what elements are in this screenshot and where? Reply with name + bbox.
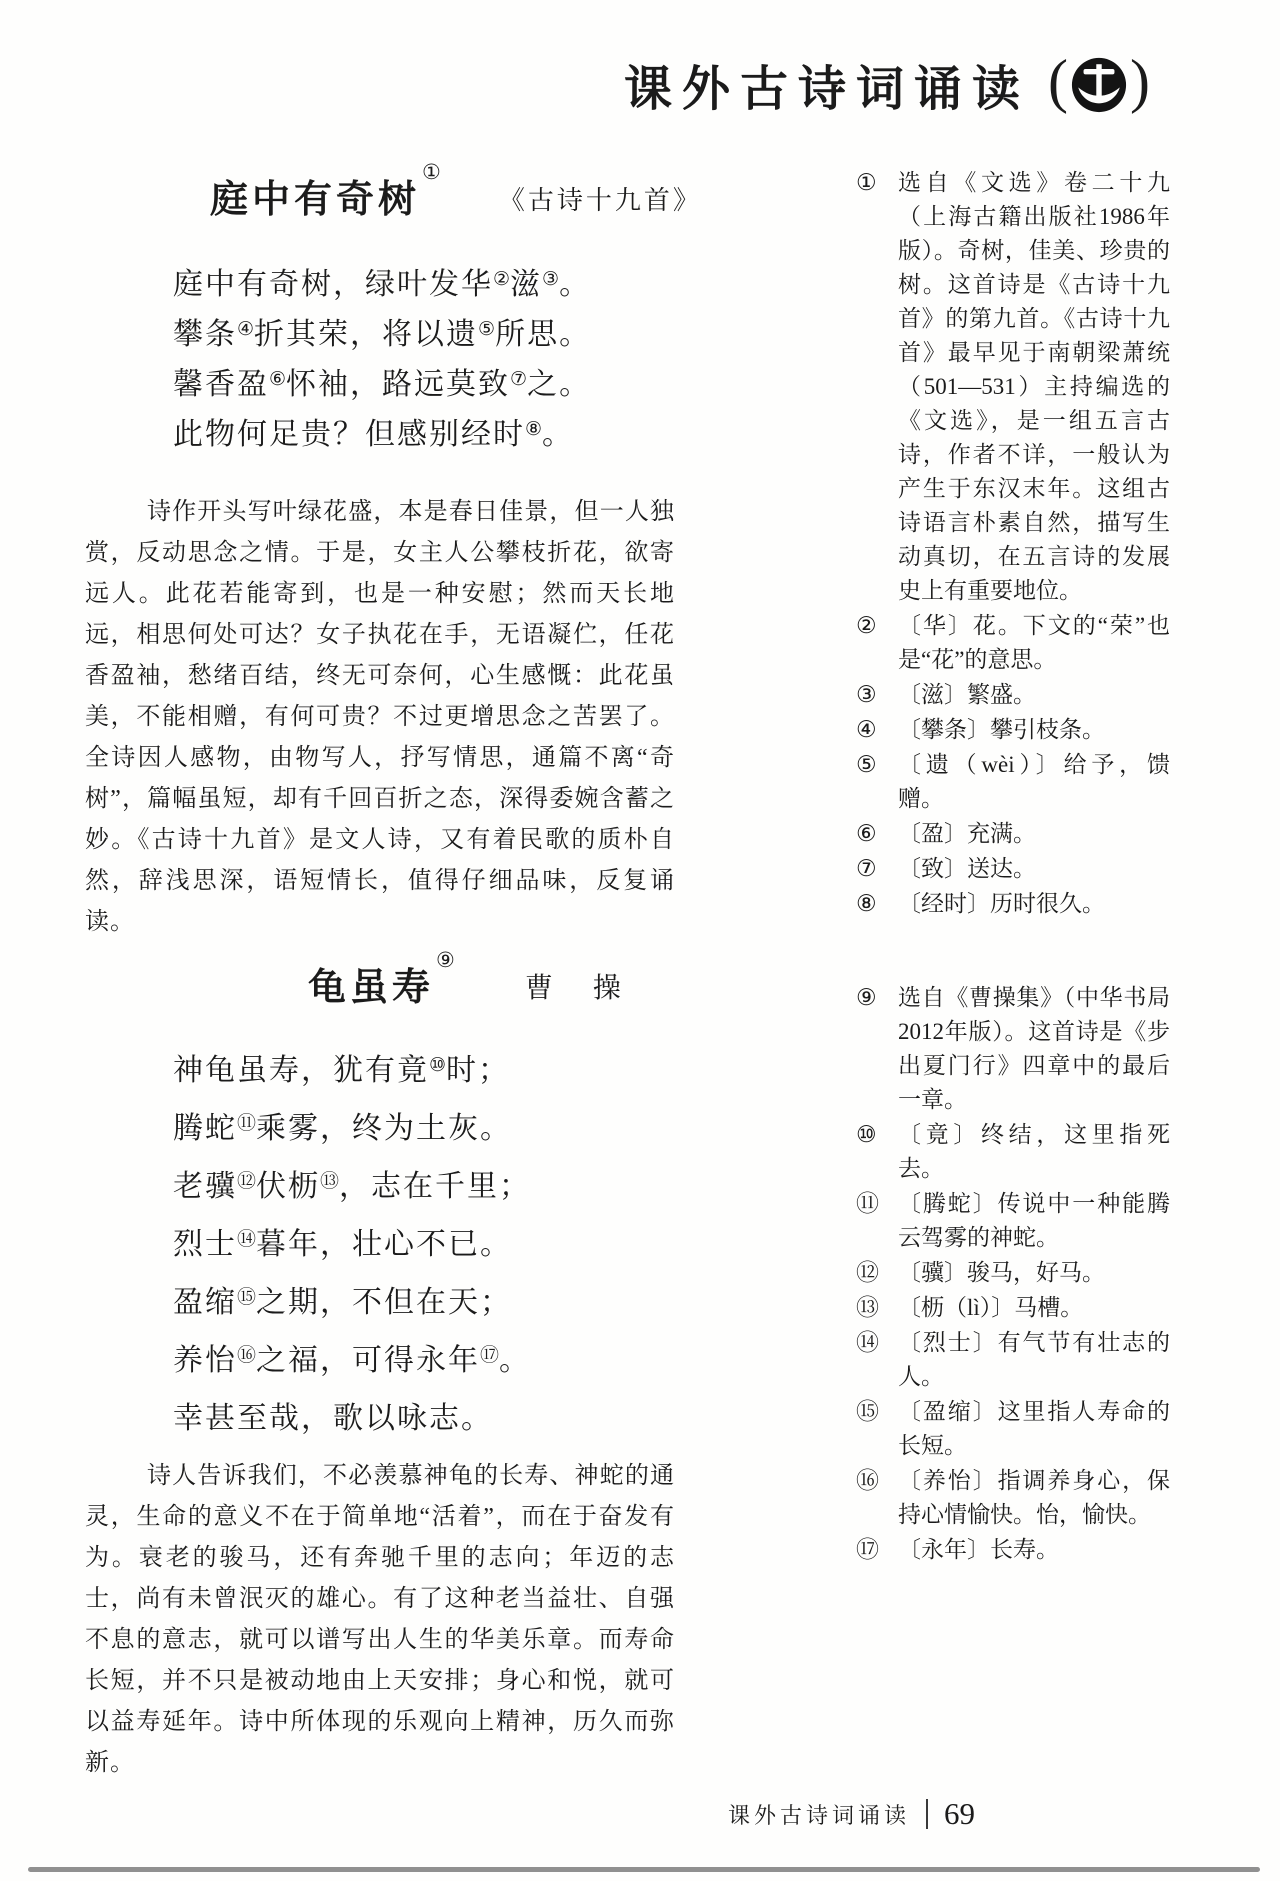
annotation-number: ⑥: [856, 821, 877, 846]
poem-line: 神龟虽寿，犹有竟⑩时；: [173, 1054, 511, 1087]
annotation-number: ⑪: [856, 1191, 879, 1216]
annotation-text: 选自《文选》卷二十九（上海古籍出版社1986年版）。奇树，佳美、珍贵的树。这首诗是《古诗十九首》的第九首。《古诗十九首》最早见于南朝梁萧统（501—531）主持编选的《文选》，是一组五言古诗，作者不详，一般认为产生于东汉末年。这组古诗语言朴素自然，描写生动真切，在五言诗的发展史上有重要地位。: [898, 170, 1170, 603]
annotation-item: [856, 1291, 1170, 1325]
annotation-text: 选自《曹操集》（中华书局2012年版）。这首诗是《步出夏门行》四章中的最后一章。: [898, 985, 1170, 1112]
annotation-text: 〔攀条〕攀引枝条。: [898, 717, 1105, 742]
annotation-number: ⑮: [856, 1399, 879, 1424]
poem-line: 攀条④折其荣，将以遗⑤所思。: [173, 318, 592, 351]
annotation-text: 〔滋〕繁盛。: [898, 682, 1036, 707]
annotation-text: 〔骥〕骏马，好马。: [898, 1260, 1105, 1285]
poem1-source: 《古诗十九首》: [498, 186, 702, 215]
annotation-text: 〔盈缩〕这里指人寿命的长短。: [898, 1399, 1170, 1458]
page-number: 69: [944, 1796, 975, 1831]
annotation-item: [856, 981, 1170, 1117]
poem-line: 庭中有奇树，绿叶发华②滋③。: [173, 268, 592, 301]
annotation-text: 〔永年〕长寿。: [898, 1537, 1059, 1562]
annotation-text: 〔致〕送达。: [898, 856, 1036, 881]
annotation-text: 〔烈士〕有气节有壮志的人。: [898, 1330, 1170, 1389]
poem-line: 馨香盈⑥怀袖，路远莫致⑦之。: [173, 368, 592, 401]
poem-line: 养怡⑯之福，可得永年⑰。: [173, 1344, 532, 1377]
annotation-number: ④: [856, 717, 877, 742]
page-header: [624, 47, 1150, 119]
poem1-commentary: 诗作开头写叶绿花盛，本是春日佳景，但一人独赏，反动思念之情。于是，女主人公攀枝折花，欲寄远人。此花若能寄到，也是一种安慰；然而天长地远，相思何处可达？女子执花在手，无语凝伫，任花香盈袖，愁绪百结，终无可奈何，心生感慨：此花虽美，不能相赠，有何可贵？不过更增思念之苦罢了。全诗因人感物，由物写人，抒写情思，通篇不离“奇树”，篇幅虽短，却有千回百折之态，深得委婉含蓄之妙。《古诗十九首》是文人诗，又有着民歌的质朴自然，辞浅思深，语短情长，值得仔细品味，反复诵读。: [85, 499, 675, 935]
annotation-item: [856, 1464, 1170, 1532]
annotation-item: [856, 1256, 1170, 1290]
poem1-lines: [173, 260, 591, 460]
poem2-lines: [173, 1042, 531, 1448]
annotation-item: [856, 713, 1170, 747]
paren-right: ): [1130, 47, 1150, 114]
poem1-title: 庭中有奇树: [210, 179, 421, 221]
poem2-commentary: 诗人告诉我们，不必羡慕神龟的长寿、神蛇的通灵，生命的意义不在于简单地“活着”，而在于奋发有为。衰老的骏马，还有奔驰千里的志向；年迈的志士，尚有未曾泯灭的雄心。有了这种老当益壮、自强不息的意志，就可以谱写出人生的华美乐章。而寿命长短，并不只是被动地由上天安排；身心和悦，就可以益寿延年。诗中所体现的乐观向上精神，历久而弥新。: [85, 1463, 675, 1776]
annotation-item: [856, 852, 1170, 886]
annotation-text: 〔腾蛇〕传说中一种能腾云驾雾的神蛇。: [898, 1191, 1170, 1250]
annotation-item: [856, 609, 1170, 677]
poem1-heading: [210, 160, 702, 223]
annotation-text: 〔遗（wèi）〕给予，馈赠。: [898, 752, 1170, 811]
poem-line: 此物何足贵？但感别经时⑧。: [173, 418, 575, 451]
anchor-icon: [1070, 56, 1128, 114]
footer-divider: [926, 1799, 928, 1829]
poem-line: 腾蛇⑪乘雾，终为土灰。: [173, 1112, 513, 1145]
annotation-number: ⑫: [856, 1260, 879, 1285]
annotation-number: ③: [856, 682, 877, 707]
scan-bottom-edge: [28, 1867, 1260, 1872]
poem-line: 幸甚至哉，歌以咏志。: [173, 1402, 493, 1435]
annotation-text: 〔竟〕终结，这里指死去。: [898, 1122, 1170, 1181]
annotation-item: [856, 887, 1170, 921]
annotation-number: ⑨: [856, 985, 877, 1010]
annotation-item: [856, 1187, 1170, 1255]
annotation-number: ⑩: [856, 1122, 877, 1147]
annotation-item: [856, 678, 1170, 712]
annotation-number: ⑦: [856, 856, 877, 881]
poem-line: 烈士⑭暮年，壮心不已。: [173, 1228, 513, 1261]
annotation-text: 〔养怡〕指调养身心，保持心情愉快。怡，愉快。: [898, 1468, 1170, 1527]
annotations-column: [856, 166, 1170, 1568]
poem2-title-note: ⑨: [436, 948, 455, 972]
poem2-title: 龟虽寿: [308, 967, 435, 1009]
annotation-item: [856, 1395, 1170, 1463]
annotation-number: ⑯: [856, 1468, 879, 1493]
annotation-number: ②: [856, 613, 877, 638]
poem-line: 盈缩⑮之期，不但在天；: [173, 1286, 513, 1319]
annotation-number: ①: [856, 170, 877, 195]
annotation-item: [856, 1326, 1170, 1394]
annotation-text: 〔华〕花。下文的“荣”也是“花”的意思。: [898, 613, 1170, 672]
annotation-text: 〔经时〕历时很久。: [898, 891, 1105, 916]
poem-line: 老骥⑫伏枥⑬，志在千里；: [173, 1170, 532, 1203]
annotation-number: ⑬: [856, 1295, 879, 1320]
poem1-title-note: ①: [422, 160, 441, 184]
anchor-badge-icon: [1048, 47, 1150, 115]
unit-title: 课外古诗词诵读: [624, 63, 1031, 116]
footer-section-title: 课外古诗词诵读: [727, 1802, 910, 1828]
annotation-number: ⑧: [856, 891, 877, 916]
page-footer: [728, 1796, 975, 1832]
annotation-number: ⑭: [856, 1330, 879, 1355]
annotation-item: [856, 748, 1170, 816]
annotation-item: [856, 166, 1170, 608]
annotation-item: [856, 1533, 1170, 1567]
poem2-author: 曹 操: [524, 973, 627, 1004]
annotation-number: ⑤: [856, 752, 877, 777]
paren-left: (: [1048, 47, 1069, 114]
annotation-text: 〔枥（lì）〕马槽。: [898, 1295, 1084, 1320]
annotation-number: ⑰: [856, 1537, 879, 1562]
annotation-item: [856, 817, 1170, 851]
annotation-item: [856, 1118, 1170, 1186]
poem2-heading: [308, 948, 627, 1011]
annotation-text: 〔盈〕充满。: [898, 821, 1036, 846]
